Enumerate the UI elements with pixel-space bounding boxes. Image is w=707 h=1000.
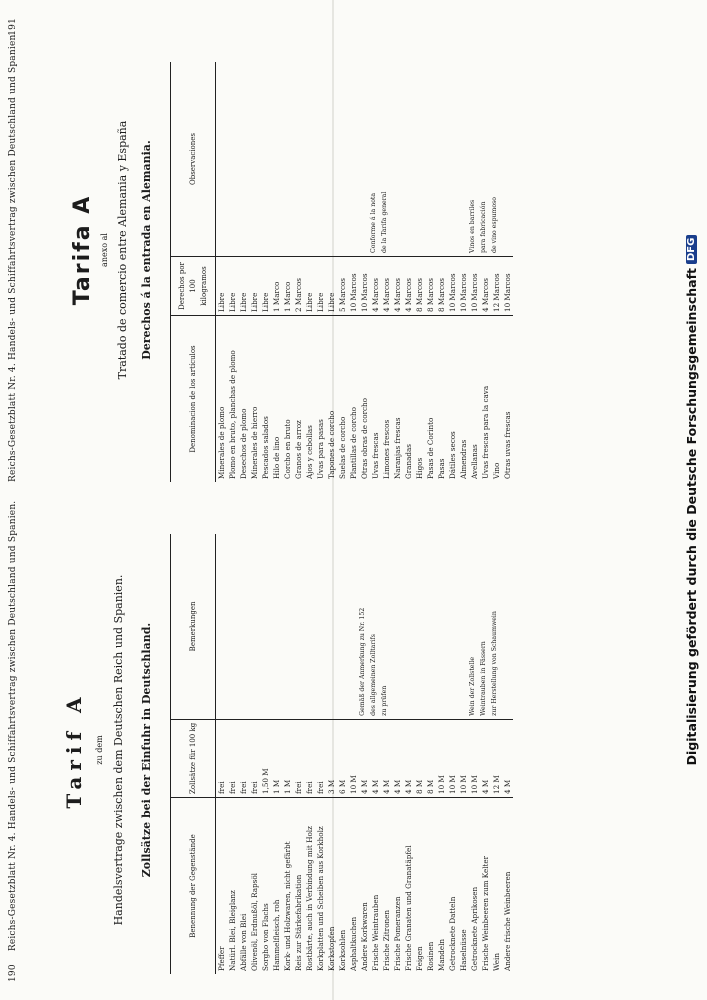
item-rate: 8 Marcos bbox=[414, 257, 425, 316]
item-name: Suelas de corcho bbox=[337, 316, 348, 483]
item-rate: Libre bbox=[238, 257, 249, 316]
item-rate: 8 M bbox=[425, 719, 436, 797]
item-note bbox=[348, 534, 359, 719]
item-note: des allgemeinen Zolltarifs bbox=[370, 634, 377, 716]
item-note bbox=[216, 62, 228, 257]
item-rate: 10 Marcos bbox=[359, 257, 370, 316]
item-note bbox=[458, 534, 469, 719]
item-rate: 8 M bbox=[414, 719, 425, 797]
item-rate: 4 M bbox=[502, 719, 513, 797]
item-rate: 10 Marcos bbox=[502, 257, 513, 316]
table-row bbox=[458, 62, 469, 482]
table-row bbox=[436, 62, 447, 482]
item-name: Uvas frescas bbox=[370, 316, 381, 483]
item-rate: 4 Marcos bbox=[370, 257, 381, 316]
left-col-header: Bemerkungen bbox=[171, 534, 216, 719]
table-row bbox=[315, 62, 326, 482]
table-row bbox=[216, 62, 228, 482]
item-rate: frei bbox=[315, 719, 326, 797]
item-rate: 10 M bbox=[436, 719, 447, 797]
item-note bbox=[447, 534, 458, 719]
table-row bbox=[348, 62, 359, 482]
table-row bbox=[216, 534, 228, 974]
table-row bbox=[403, 534, 414, 974]
item-rate: 10 M bbox=[469, 719, 480, 797]
table-row bbox=[271, 534, 282, 974]
item-name: Haselnüsse bbox=[458, 798, 469, 975]
table-row bbox=[337, 62, 348, 482]
table-row bbox=[238, 62, 249, 482]
item-note bbox=[282, 62, 293, 257]
item-rate: 1 Marco bbox=[271, 257, 282, 316]
table-row bbox=[447, 534, 458, 974]
item-note bbox=[238, 62, 249, 257]
right-tariff-table bbox=[170, 62, 513, 482]
item-name: Almendras bbox=[458, 316, 469, 483]
item-name: Andere frische Weinbeeren bbox=[502, 798, 513, 975]
item-name: Tapones de corcho bbox=[326, 316, 337, 483]
item-note bbox=[249, 534, 260, 719]
item-rate: Libre bbox=[227, 257, 238, 316]
item-rate: 6 M bbox=[337, 719, 348, 797]
item-name: Getrocknete Aprikosen bbox=[469, 798, 480, 975]
table-row bbox=[469, 62, 480, 482]
item-rate: Libre bbox=[260, 257, 271, 316]
item-name: Plomo en bruto, planchas de plomo bbox=[227, 316, 238, 483]
item-note: Gemäß der Anmerkung zu Nr. 152 bbox=[359, 607, 366, 716]
item-note bbox=[502, 62, 513, 257]
table-row bbox=[271, 62, 282, 482]
item-note bbox=[458, 62, 469, 257]
table-row bbox=[260, 62, 271, 482]
right-table-header bbox=[171, 62, 216, 482]
item-note: zu prüfen bbox=[381, 685, 388, 716]
item-rate: Libre bbox=[304, 257, 315, 316]
item-name: Limones frescos bbox=[381, 316, 392, 483]
item-note bbox=[392, 62, 403, 257]
left-subtitle: Handelsvertrage zwischen dem Deutschen Reich und Spanien. bbox=[112, 574, 125, 926]
item-rate: 5 Marcos bbox=[337, 257, 348, 316]
item-name: Hammelfleisch, roh bbox=[271, 798, 282, 975]
table-row bbox=[502, 62, 513, 482]
item-note bbox=[293, 62, 304, 257]
item-note bbox=[326, 534, 337, 719]
item-note bbox=[436, 534, 447, 719]
item-name: Korkplatten und Scheiben aus Korkholz bbox=[315, 798, 326, 975]
item-rate: 10 Marcos bbox=[469, 257, 480, 316]
table-row bbox=[315, 534, 326, 974]
table-row bbox=[249, 62, 260, 482]
table-row bbox=[293, 62, 304, 482]
item-rate: 12 M bbox=[491, 719, 502, 797]
table-row bbox=[304, 534, 315, 974]
left-sub: zu dem bbox=[95, 735, 104, 765]
item-rate: 10 Marcos bbox=[348, 257, 359, 316]
table-row bbox=[447, 62, 458, 482]
item-name: Andere Korkwaren bbox=[359, 798, 370, 975]
item-note bbox=[337, 62, 348, 257]
item-rate: 1 M bbox=[271, 719, 282, 797]
right-col-header: Derechos por 100 kilogramos bbox=[171, 257, 216, 316]
item-rate: 10 Marcos bbox=[458, 257, 469, 316]
table-row bbox=[491, 62, 502, 482]
item-rate: 4 Marcos bbox=[403, 257, 414, 316]
item-name: Frische Zitronen bbox=[381, 798, 392, 975]
item-rate: 4 M bbox=[359, 719, 370, 797]
item-note: Weintrauben in Fässern bbox=[480, 641, 487, 716]
item-name: Pfeffer bbox=[216, 798, 228, 975]
item-name: Uvas frescas para la cava bbox=[480, 316, 491, 483]
table-row bbox=[293, 534, 304, 974]
item-rate: 4 Marcos bbox=[392, 257, 403, 316]
table-row bbox=[326, 62, 337, 482]
item-note bbox=[216, 534, 228, 719]
item-rate: 8 Marcos bbox=[436, 257, 447, 316]
item-name: Ajos y cebollas bbox=[304, 316, 315, 483]
table-row bbox=[425, 534, 436, 974]
item-rate: 10 M bbox=[458, 719, 469, 797]
table-row bbox=[348, 534, 359, 974]
item-note bbox=[293, 534, 304, 719]
right-col-header: Observaciones bbox=[171, 62, 216, 257]
item-note bbox=[502, 534, 513, 719]
item-note bbox=[304, 62, 315, 257]
table-row bbox=[458, 534, 469, 974]
item-name: Otras uvas frescas bbox=[502, 316, 513, 483]
item-name: Frische Weinbeeren zum Kelter bbox=[480, 798, 491, 975]
item-name: Desechos de plomo bbox=[238, 316, 249, 483]
digitization-notice-container bbox=[675, 0, 707, 1000]
item-note: Wein der Zollstelle bbox=[469, 656, 476, 716]
item-note bbox=[238, 534, 249, 719]
item-name: Otras obras de corcho bbox=[359, 316, 370, 483]
item-note bbox=[315, 534, 326, 719]
item-note: para fabricación bbox=[480, 201, 487, 253]
item-note bbox=[392, 534, 403, 719]
table-row bbox=[480, 62, 491, 482]
table-row bbox=[392, 534, 403, 974]
table-row bbox=[238, 534, 249, 974]
item-rate: 10 M bbox=[348, 719, 359, 797]
item-note bbox=[348, 62, 359, 257]
table-row bbox=[491, 534, 502, 974]
right-col-header: Denominacion de los artículos bbox=[171, 316, 216, 483]
item-name: Rostbärte, auch in Verbindung mit Holz bbox=[304, 798, 315, 975]
item-name: Korkstopfen bbox=[326, 798, 337, 975]
table-row bbox=[425, 62, 436, 482]
item-name: Reis zur Stärkefabrikation bbox=[293, 798, 304, 975]
item-name: Minerales de plomo bbox=[216, 316, 228, 483]
right-running-head-text: Reichs-Gesetzblatt Nr. 4. Handels- und Schiffahrtsvertrag zwischen Deutschland und Spanien. bbox=[8, 31, 18, 482]
left-page bbox=[0, 500, 707, 1000]
item-rate: 1,50 M bbox=[260, 719, 271, 797]
item-rate: Libre bbox=[326, 257, 337, 316]
item-name: Getrocknete Datteln bbox=[447, 798, 458, 975]
table-row bbox=[392, 62, 403, 482]
right-title: Tarifa A bbox=[70, 194, 95, 306]
item-name: Mandeln bbox=[436, 798, 447, 975]
table-row bbox=[337, 534, 348, 974]
item-name: Uvas para pasas bbox=[315, 316, 326, 483]
item-note bbox=[403, 534, 414, 719]
item-name: Pescados salados bbox=[260, 316, 271, 483]
left-tariff-table bbox=[170, 534, 513, 974]
left-running-head-text: Reichs-Gesetzblatt Nr. 4. Handels- und Schiffahrtsvertrag zwischen Deutschland und Spanien. bbox=[8, 500, 18, 952]
table-row bbox=[436, 534, 447, 974]
item-rate: frei bbox=[238, 719, 249, 797]
item-rate: frei bbox=[249, 719, 260, 797]
table-row bbox=[469, 534, 480, 974]
table-row bbox=[480, 534, 491, 974]
item-note bbox=[271, 62, 282, 257]
item-name: Frische Granaten und Granatäpfel bbox=[403, 798, 414, 975]
digitization-notice: Digitalisierung gefördert durch die Deutsche Forschungsgemeinschaft bbox=[683, 268, 699, 766]
item-name: Granadas bbox=[403, 316, 414, 483]
item-note bbox=[260, 62, 271, 257]
item-name: Avellanas bbox=[469, 316, 480, 483]
item-rate: 4 M bbox=[403, 719, 414, 797]
item-name: Plantillas de corcho bbox=[348, 316, 359, 483]
table-row bbox=[227, 534, 238, 974]
item-name: Frische Weintrauben bbox=[370, 798, 381, 975]
left-col-header: Zollsätze für 100 kg bbox=[171, 719, 216, 797]
item-name: Abfälle von Blei bbox=[238, 798, 249, 975]
item-rate: 4 M bbox=[480, 719, 491, 797]
item-note bbox=[326, 62, 337, 257]
item-rate: frei bbox=[293, 719, 304, 797]
right-subtitle: Tratado de comercio entre Alemania y España bbox=[116, 120, 129, 380]
item-note: Conforme á la nota bbox=[370, 192, 377, 253]
dfg-badge: DFG bbox=[686, 235, 697, 264]
table-row bbox=[282, 62, 293, 482]
item-name: Frische Pomeranzen bbox=[392, 798, 403, 975]
item-rate: frei bbox=[304, 719, 315, 797]
table-row bbox=[249, 534, 260, 974]
item-note bbox=[282, 534, 293, 719]
item-name: Minerales de hierro bbox=[249, 316, 260, 483]
item-note bbox=[227, 534, 238, 719]
item-note: Vinos en barriles bbox=[469, 199, 476, 253]
item-note bbox=[436, 62, 447, 257]
item-note: zur Herstellung von Schaumwein bbox=[491, 611, 498, 716]
item-note bbox=[425, 62, 436, 257]
item-rate: 10 M bbox=[447, 719, 458, 797]
left-page-number: 190 bbox=[8, 964, 18, 982]
item-note bbox=[425, 534, 436, 719]
item-name: Sorgho von Flachs bbox=[260, 798, 271, 975]
digitization-strip bbox=[675, 0, 707, 1000]
item-name: Pasas bbox=[436, 316, 447, 483]
left-table-header bbox=[171, 534, 216, 974]
item-note bbox=[227, 62, 238, 257]
item-note bbox=[447, 62, 458, 257]
item-note bbox=[249, 62, 260, 257]
item-name: Rosinen bbox=[425, 798, 436, 975]
item-rate: 1 M bbox=[282, 719, 293, 797]
item-name: Pasas de Corinto bbox=[425, 316, 436, 483]
table-row bbox=[227, 62, 238, 482]
left-section-heading: Zollsätze bei der Einfuhr in Deutschland. bbox=[140, 622, 153, 878]
table-row bbox=[282, 534, 293, 974]
item-rate: 4 Marcos bbox=[381, 257, 392, 316]
item-rate: 2 Marcos bbox=[293, 257, 304, 316]
table-row bbox=[414, 534, 425, 974]
right-sub: anexo al bbox=[100, 233, 109, 267]
table-row bbox=[359, 534, 370, 974]
right-page-number: 191 bbox=[8, 18, 18, 36]
item-name: Granos de arroz bbox=[293, 316, 304, 483]
left-title: Tarif A bbox=[62, 691, 86, 809]
item-rate: 4 M bbox=[392, 719, 403, 797]
item-name: Korksohlen bbox=[337, 798, 348, 975]
table-row bbox=[381, 62, 392, 482]
item-note bbox=[337, 534, 348, 719]
item-note: de vino espumoso bbox=[491, 196, 498, 253]
item-name: Hilo de lino bbox=[271, 316, 282, 483]
item-name: Higos bbox=[414, 316, 425, 483]
item-name: Olivenöl, Erdnußöl, Rapsöl bbox=[249, 798, 260, 975]
item-rate: 4 M bbox=[381, 719, 392, 797]
item-note bbox=[414, 534, 425, 719]
item-rate: Libre bbox=[216, 257, 228, 316]
item-name: Corcho en bruto bbox=[282, 316, 293, 483]
item-name: Vino bbox=[491, 316, 502, 483]
item-note bbox=[403, 62, 414, 257]
table-row bbox=[502, 534, 513, 974]
item-rate: Libre bbox=[315, 257, 326, 316]
item-note bbox=[414, 62, 425, 257]
item-rate: 10 Marcos bbox=[447, 257, 458, 316]
item-name: Feigen bbox=[414, 798, 425, 975]
item-rate: 3 M bbox=[326, 719, 337, 797]
table-row bbox=[359, 62, 370, 482]
left-running-head bbox=[8, 500, 18, 982]
item-note: de la Tarifa general bbox=[381, 191, 388, 253]
table-row bbox=[304, 62, 315, 482]
item-note bbox=[304, 534, 315, 719]
item-rate: Libre bbox=[249, 257, 260, 316]
item-rate: 1 Marco bbox=[282, 257, 293, 316]
right-section-heading: Derechos á la entrada en Alemania. bbox=[140, 140, 153, 360]
item-name: Kork- und Holzwaren, nicht gefärbt bbox=[282, 798, 293, 975]
item-note bbox=[260, 534, 271, 719]
item-note bbox=[271, 534, 282, 719]
item-rate: 12 Marcos bbox=[491, 257, 502, 316]
table-row bbox=[326, 534, 337, 974]
table-row bbox=[414, 62, 425, 482]
item-rate: 4 Marcos bbox=[480, 257, 491, 316]
left-col-header: Benennung der Gegenstände bbox=[171, 798, 216, 975]
right-running-head bbox=[8, 18, 18, 482]
item-rate: 8 Marcos bbox=[425, 257, 436, 316]
table-row bbox=[381, 534, 392, 974]
item-rate: frei bbox=[227, 719, 238, 797]
item-rate: 4 M bbox=[370, 719, 381, 797]
item-note bbox=[315, 62, 326, 257]
item-name: Asphaltkuchen bbox=[348, 798, 359, 975]
table-row bbox=[260, 534, 271, 974]
item-note bbox=[359, 62, 370, 257]
item-rate: frei bbox=[216, 719, 228, 797]
item-name: Dátiles secos bbox=[447, 316, 458, 483]
table-row bbox=[403, 62, 414, 482]
table-row bbox=[370, 62, 381, 482]
item-name: Wein bbox=[491, 798, 502, 975]
item-name: Natürl. Blei, Bleiglanz bbox=[227, 798, 238, 975]
table-row bbox=[370, 534, 381, 974]
item-name: Naranjas frescas bbox=[392, 316, 403, 483]
